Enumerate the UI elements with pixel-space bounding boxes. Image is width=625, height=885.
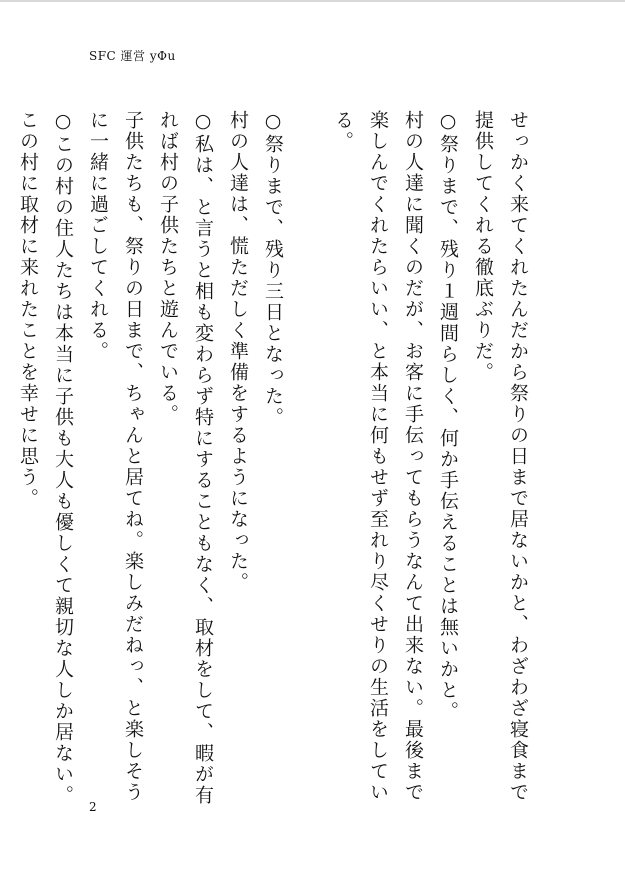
paragraph-6: 村の人達は、慌ただしく準備をするようになった。: [227, 110, 249, 593]
page-top-rule: [0, 0, 625, 2]
paragraph-3: 村の人達に聞くのだが、お客に手伝ってもらうなんて出来ない。最後まで楽しんでくれたらいい、と本当に何もせず至れり尽くせりの生活をしている。: [332, 110, 424, 803]
running-header: SFC 運営 yΦu: [89, 49, 176, 63]
paragraph-9: ○この村の住人たちは本当に子供も大人も優しくて親切な人しか居ない。この村に取材に来れたことを幸せに思う。: [17, 110, 74, 806]
paragraph-7: ○私は、と言うと相も変わらず特にすることもなく、取材をして、暇が有れば村の子供たちと遊んでいる。: [157, 110, 214, 806]
vertical-body-text: [17, 110, 535, 810]
paragraph-1: せっかく来てくれたんだから祭りの日まで居ないかと、わざわざ寝食まで提供してくれる徹底ぶりだ。: [472, 110, 529, 803]
paragraph-5: ○祭りまで、残り三日となった。: [262, 110, 284, 428]
paragraph-break: [290, 110, 325, 810]
paragraph-8: 子供たちも、祭りの日まで、ちゃんと居てね。楽しみだねっ、と楽しそうに一緒に過ごしてくれる。: [87, 110, 144, 803]
page-number: 2: [89, 800, 97, 814]
paragraph-2: ○祭りまで、残り１週間らしく、何か手伝えることは無いかと。: [437, 110, 459, 722]
